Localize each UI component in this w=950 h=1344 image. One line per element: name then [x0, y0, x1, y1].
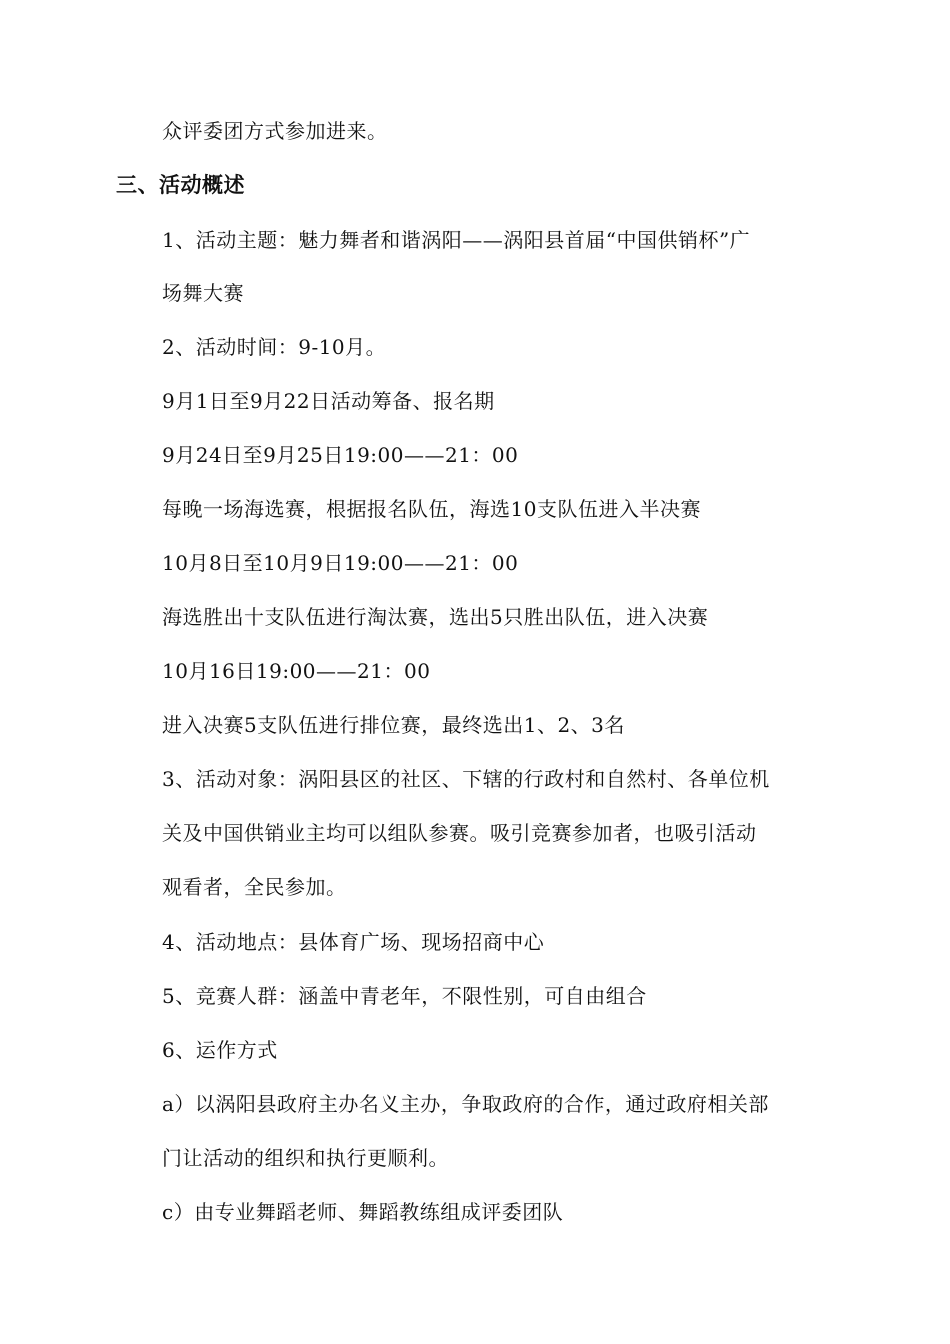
paragraph-line: 10月8日至10月9日19:00——21：00 — [162, 551, 519, 575]
paragraph-line: 海选胜出十支队伍进行淘汰赛，选出5只胜出队伍，进入决赛 — [162, 605, 709, 629]
paragraph-line: 观看者，全民参加。 — [162, 875, 347, 899]
paragraph-line: 4、活动地点：县体育广场、现场招商中心 — [162, 930, 545, 954]
continuation-text: 众评委团方式参加进来。 — [162, 119, 388, 143]
paragraph-line: 关及中国供销业主均可以组队参赛。吸引竞赛参加者，也吸引活动 — [162, 821, 757, 845]
paragraph-line: 5、竞赛人群：涵盖中青老年，不限性别，可自由组合 — [162, 984, 647, 1008]
paragraph-line: 门让活动的组织和执行更顺利。 — [162, 1146, 449, 1170]
paragraph-line: 2、活动时间：9-10月。 — [162, 335, 387, 359]
paragraph-line: 9月24日至9月25日19:00——21：00 — [162, 443, 519, 467]
paragraph-line: 9月1日至9月22日活动筹备、报名期 — [162, 389, 495, 413]
paragraph-line: c）由专业舞蹈老师、舞蹈教练组成评委团队 — [162, 1200, 564, 1224]
section-heading: 三、活动概述 — [116, 173, 245, 197]
paragraph-line: 3、活动对象：涡阳县区的社区、下辖的行政村和自然村、各单位机 — [162, 767, 770, 791]
paragraph-line: 进入决赛5支队伍进行排位赛，最终选出1、2、3名 — [162, 713, 625, 737]
paragraph-line: 1、活动主题：魅力舞者和谐涡阳——涡阳县首届“中国供销杯”广 — [162, 228, 751, 252]
paragraph-line: 10月16日19:00——21：00 — [162, 659, 431, 683]
paragraph-line: 场舞大赛 — [162, 281, 244, 305]
paragraph-line: 6、运作方式 — [162, 1038, 278, 1062]
paragraph-line: a）以涡阳县政府主办名义主办，争取政府的合作，通过政府相关部 — [162, 1092, 769, 1116]
paragraph-line: 每晚一场海选赛，根据报名队伍，海选10支队伍进入半决赛 — [162, 497, 701, 521]
